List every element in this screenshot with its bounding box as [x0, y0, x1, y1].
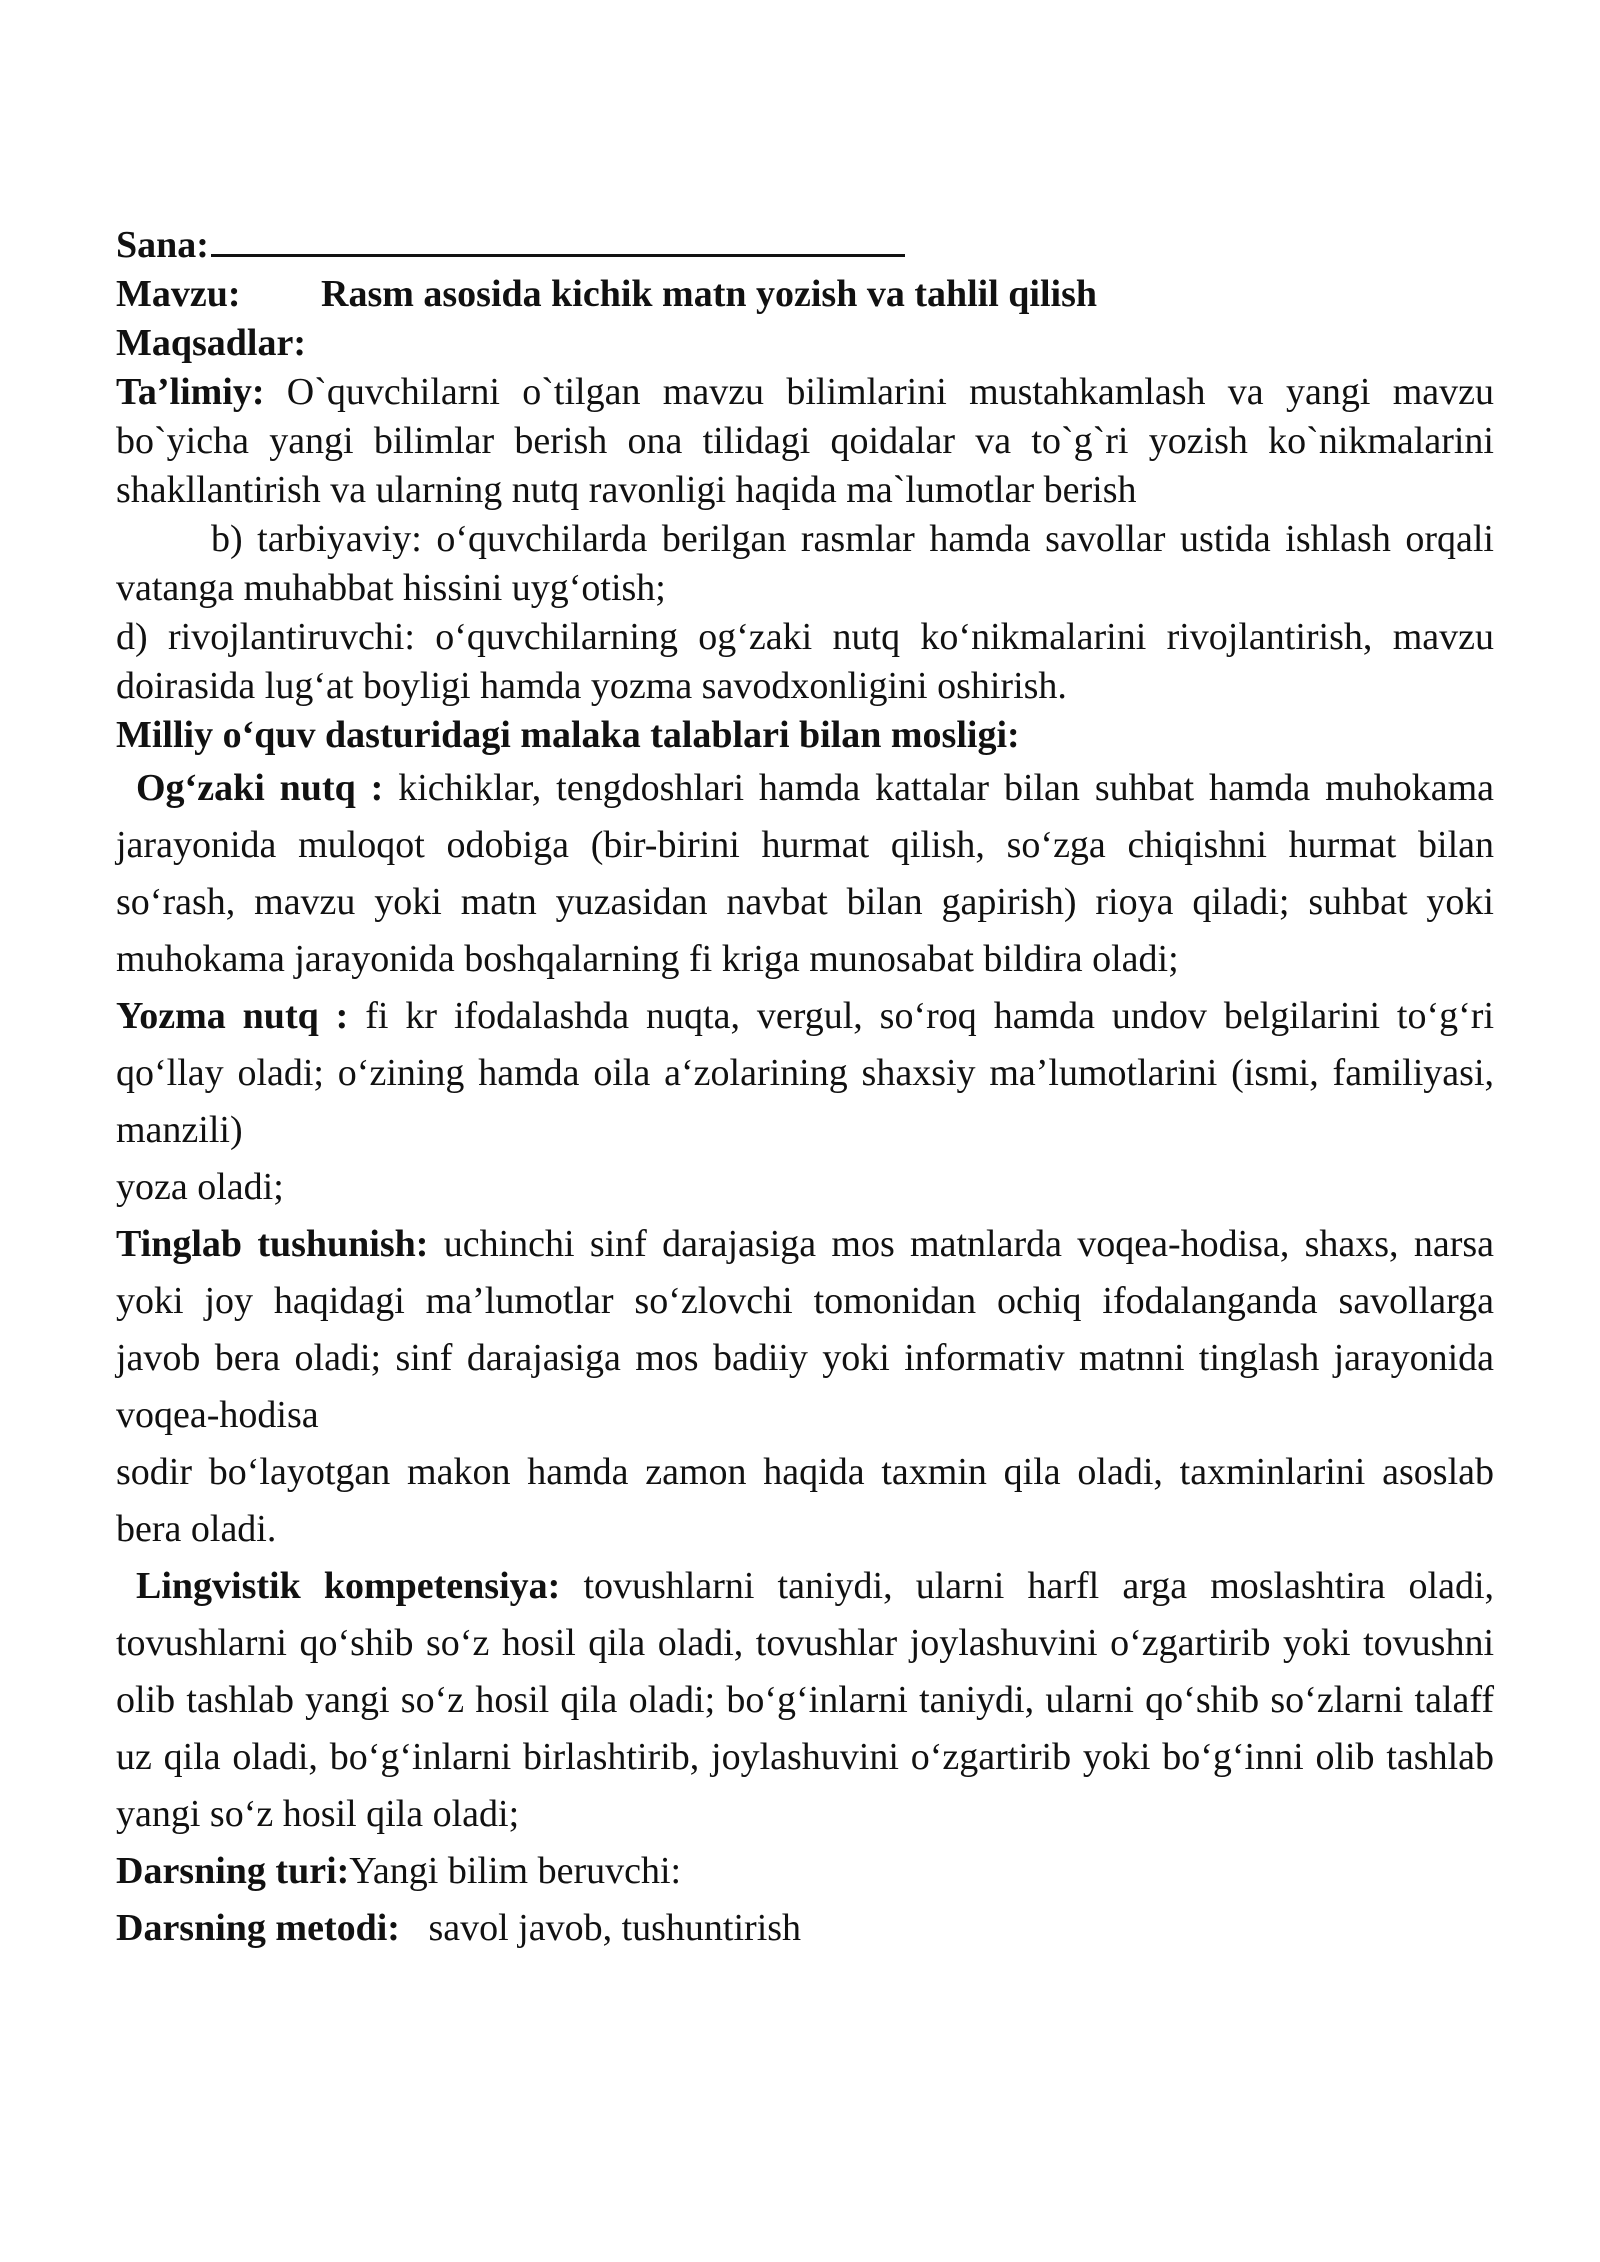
yozma-label: Yozma nutq :: [116, 995, 349, 1037]
darsning-turi-label: Darsning turi:: [116, 1850, 350, 1892]
milliy-heading: [116, 711, 1494, 760]
talimiy-label: Ta’limiy:: [116, 371, 265, 413]
talimiy-paragraph: [116, 368, 1494, 515]
lingvistik-label: Lingvistik kompetensiya:: [136, 1565, 561, 1607]
darsning-metodi-row: [116, 1900, 1494, 1957]
ogzaki-text: kichiklar, tengdoshlari hamda kattalar bilan suhbat hamda muhokama jarayonida muloqot odobiga (bir-birini hurmat qilish, so‘zga chiqishni hurmat bilan so‘rash, mavzu yoki matn yuzasidan navbat bilan gapirish) rioya qiladi; suhbat yoki muhokama jarayonida boshqalarning fi kriga munosabat bildira oladi;: [116, 767, 1494, 980]
yozma-text-2: yoza oladi;: [116, 1166, 284, 1208]
lingvistik-paragraph: [116, 1558, 1494, 1843]
talimiy-text: O`quvchilarni o`tilgan mavzu bilimlarini mustahkamlash va yangi mavzu bo`yicha yangi bilimlar berish ona tilidagi qoidalar va to`g`ri yozish ko`nikmalarini shakllantirish va ularning nutq ravonligi haqida ma`lumotlar berish: [116, 371, 1494, 511]
ogzaki-paragraph: [116, 760, 1494, 988]
maqsadlar-heading-text: Maqsadlar:: [116, 322, 306, 364]
milliy-heading-text: Milliy o‘quv dasturidagi malaka talablari bilan mosligi:: [116, 714, 1020, 756]
maqsadlar-heading: [116, 319, 1494, 368]
darsning-metodi-label: Darsning metodi:: [116, 1907, 400, 1949]
sana-blank-line: [211, 218, 905, 257]
tinglab-continuation: [116, 1444, 1494, 1558]
darsning-turi-text: Yangi bilim beruvchi:: [349, 1850, 682, 1892]
mavzu-row: [116, 270, 1494, 319]
darsning-turi-row: [116, 1843, 1494, 1900]
lesson-plan-document: [116, 218, 1494, 1957]
tinglab-label: Tinglab tushunish:: [116, 1223, 429, 1265]
mavzu-title: Rasm asosida kichik matn yozish va tahlil qilish: [321, 273, 1098, 315]
sana-row: [116, 218, 1494, 270]
tarbiyaviy-text: b) tarbiyaviy: o‘quvchilarda berilgan rasmlar hamda savollar ustida ishlash orqali vatanga muhabbat hissini uyg‘otish;: [116, 518, 1494, 609]
yozma-continuation: [116, 1159, 1494, 1216]
rivojlantiruvchi-text: d) rivojlantiruvchi: o‘quvchilarning og‘zaki nutq ko‘nikmalarini rivojlantirish, mavzu doirasida lug‘at boyligi hamda yozma savodxonligini oshirish.: [116, 616, 1494, 707]
tinglab-text-2: sodir bo‘layotgan makon hamda zamon haqida taxmin qila oladi, taxminlarini asoslab bera oladi.: [116, 1451, 1494, 1550]
mavzu-label: Mavzu:: [116, 273, 241, 315]
lingvistik-text: tovushlarni taniydi, ularni harfl arga moslashtira oladi, tovushlarni qo‘shib so‘z hosil qila oladi, tovushlar joylashuvini o‘zgartirib yoki tovushni olib tashlab yangi so‘z hosil qila oladi; bo‘g‘inlarni taniydi, ularni qo‘shib so‘zlarni talaff uz qila oladi, bo‘g‘inlarni birlashtirib, joylashuvini o‘zgartirib yoki bo‘g‘inni olib tashlab yangi so‘z hosil qila oladi;: [116, 1565, 1495, 1835]
darsning-metodi-text: savol javob, tushuntirish: [399, 1907, 802, 1949]
tarbiyaviy-paragraph: [116, 515, 1494, 613]
rivojlantiruvchi-paragraph: [116, 613, 1494, 711]
tinglab-paragraph: [116, 1216, 1494, 1444]
yozma-text: fi kr ifodalashda nuqta, vergul, so‘roq hamda undov belgilarini to‘g‘ri qo‘llay oladi; o‘zining hamda oila a‘zolarining shaxsiy ma’lumotlarini (ismi, familiyasi, manzili): [116, 995, 1494, 1151]
tinglab-text: uchinchi sinf darajasiga mos matnlarda voqea-hodisa, shaxs, narsa yoki joy haqidagi ma’lumotlar so‘zlovchi tomonidan ochiq ifodalanganda savollarga javob bera oladi; sinf darajasiga mos badiiy yoki informativ matnni tinglash jarayonida voqea-hodisa: [116, 1223, 1495, 1436]
ogzaki-label: Og‘zaki nutq :: [136, 767, 384, 809]
sana-label: Sana:: [116, 224, 209, 266]
yozma-paragraph: [116, 988, 1494, 1159]
